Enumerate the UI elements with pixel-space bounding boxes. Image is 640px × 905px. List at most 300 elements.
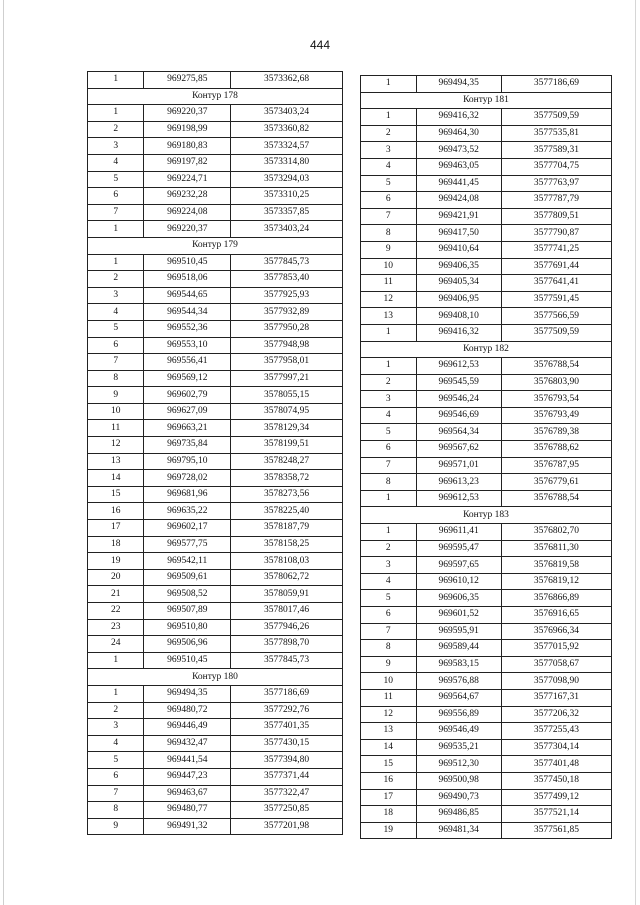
x-coordinate-cell: 969546,69 [416,407,501,424]
table-row [361,208,612,225]
table-row [88,354,343,371]
x-coordinate-cell: 969224,08 [144,204,231,221]
x-coordinate-cell: 969510,45 [144,652,231,669]
point-number-cell: 13 [361,308,417,325]
contour-title: Контур 183 [361,507,612,524]
table-row [361,308,612,325]
table-row [88,553,343,570]
point-number-cell: 8 [361,225,417,242]
y-coordinate-cell: 3578074,95 [231,403,343,420]
y-coordinate-cell: 3576793,49 [501,407,611,424]
y-coordinate-cell: 3577058,67 [501,656,611,673]
x-coordinate-cell: 969491,32 [144,818,231,835]
point-number-cell: 2 [361,540,417,557]
table-row [88,254,343,271]
y-coordinate-cell: 3577509,59 [501,109,611,126]
point-number-cell: 9 [361,656,417,673]
y-coordinate-cell: 3577704,75 [501,158,611,175]
y-coordinate-cell: 3577509,59 [501,324,611,341]
point-number-cell: 13 [361,723,417,740]
point-number-cell: 4 [361,407,417,424]
point-number-cell: 5 [361,590,417,607]
table-row [88,702,343,719]
table-row [88,470,343,487]
x-coordinate-cell: 969627,09 [144,403,231,420]
table-row [88,105,343,122]
table-row [88,188,343,205]
x-coordinate-cell: 969576,88 [416,673,501,690]
y-coordinate-cell: 3577371,44 [231,768,343,785]
y-coordinate-cell: 3573403,24 [231,105,343,122]
y-coordinate-cell: 3573314,80 [231,154,343,171]
y-coordinate-cell: 3577186,69 [231,685,343,702]
point-number-cell: 1 [88,652,144,669]
x-coordinate-cell: 969506,96 [144,636,231,653]
point-number-cell: 19 [88,553,144,570]
table-row [88,221,343,238]
x-coordinate-cell: 969447,23 [144,768,231,785]
scan-edge-right [635,0,636,905]
x-coordinate-cell: 969518,06 [144,271,231,288]
point-number-cell: 12 [88,437,144,454]
y-coordinate-cell: 3576819,58 [501,557,611,574]
y-coordinate-cell: 3573324,57 [231,138,343,155]
coordinate-table [360,75,612,839]
x-coordinate-cell: 969595,47 [416,540,501,557]
x-coordinate-cell: 969408,10 [416,308,501,325]
table-row [361,806,612,823]
y-coordinate-cell: 3573362,68 [231,72,343,89]
table-row [361,490,612,507]
x-coordinate-cell: 969441,54 [144,752,231,769]
point-number-cell: 13 [88,453,144,470]
point-number-cell: 4 [88,735,144,752]
x-coordinate-cell: 969535,21 [416,739,501,756]
point-number-cell: 1 [361,490,417,507]
table-row [361,241,612,258]
x-coordinate-cell: 969220,37 [144,221,231,238]
point-number-cell: 4 [88,304,144,321]
x-coordinate-cell: 969552,36 [144,320,231,337]
table-row [88,271,343,288]
table-row [88,735,343,752]
x-coordinate-cell: 969545,59 [416,374,501,391]
point-number-cell: 15 [88,486,144,503]
y-coordinate-cell: 3577790,87 [501,225,611,242]
y-coordinate-cell: 3576788,54 [501,358,611,375]
table-row [361,756,612,773]
y-coordinate-cell: 3576793,54 [501,391,611,408]
x-coordinate-cell: 969589,44 [416,640,501,657]
table-row [361,540,612,557]
point-number-cell: 7 [361,457,417,474]
y-coordinate-cell: 3578273,56 [231,486,343,503]
table-row [88,171,343,188]
point-number-cell: 5 [361,424,417,441]
contour-header-row [361,507,612,524]
x-coordinate-cell: 969583,15 [416,656,501,673]
table-row [88,569,343,586]
table-row [361,822,612,839]
y-coordinate-cell: 3577845,73 [231,652,343,669]
y-coordinate-cell: 3573403,24 [231,221,343,238]
table-row [361,275,612,292]
point-number-cell: 4 [361,573,417,590]
table-row [88,486,343,503]
point-number-cell: 9 [88,387,144,404]
point-number-cell: 6 [361,607,417,624]
x-coordinate-cell: 969180,83 [144,138,231,155]
x-coordinate-cell: 969569,12 [144,370,231,387]
point-number-cell: 17 [88,520,144,537]
coordinate-table [87,71,343,835]
y-coordinate-cell: 3578108,03 [231,553,343,570]
point-number-cell: 7 [361,208,417,225]
y-coordinate-cell: 3578187,79 [231,520,343,537]
x-coordinate-cell: 969613,23 [416,474,501,491]
table-row [361,225,612,242]
y-coordinate-cell: 3577561,85 [501,822,611,839]
y-coordinate-cell: 3577763,97 [501,175,611,192]
y-coordinate-cell: 3577186,69 [501,76,611,93]
x-coordinate-cell: 969481,34 [416,822,501,839]
table-row [88,802,343,819]
y-coordinate-cell: 3577691,44 [501,258,611,275]
point-number-cell: 15 [361,756,417,773]
table-row [88,337,343,354]
y-coordinate-cell: 3577201,98 [231,818,343,835]
table-row [361,441,612,458]
table-row [361,258,612,275]
table-row [88,72,343,89]
y-coordinate-cell: 3576788,62 [501,441,611,458]
point-number-cell: 1 [88,72,144,89]
x-coordinate-cell: 969602,17 [144,520,231,537]
x-coordinate-cell: 969512,30 [416,756,501,773]
point-number-cell: 3 [88,287,144,304]
table-row [88,204,343,221]
table-row [88,619,343,636]
y-coordinate-cell: 3576916,65 [501,607,611,624]
y-coordinate-cell: 3577958,01 [231,354,343,371]
x-coordinate-cell: 969553,10 [144,337,231,354]
point-number-cell: 1 [88,105,144,122]
y-coordinate-cell: 3577098,90 [501,673,611,690]
point-number-cell: 18 [88,536,144,553]
y-coordinate-cell: 3577015,92 [501,640,611,657]
y-coordinate-cell: 3576966,34 [501,623,611,640]
y-coordinate-cell: 3577206,32 [501,706,611,723]
table-row [361,789,612,806]
y-coordinate-cell: 3577292,76 [231,702,343,719]
x-coordinate-cell: 969564,67 [416,689,501,706]
table-row [88,121,343,138]
y-coordinate-cell: 3577925,93 [231,287,343,304]
x-coordinate-cell: 969490,73 [416,789,501,806]
page-number: 444 [309,38,331,52]
y-coordinate-cell: 3578062,72 [231,569,343,586]
y-coordinate-cell: 3577589,31 [501,142,611,159]
point-number-cell: 2 [88,271,144,288]
x-coordinate-cell: 969421,91 [416,208,501,225]
y-coordinate-cell: 3577997,21 [231,370,343,387]
table-row [361,573,612,590]
x-coordinate-cell: 969595,91 [416,623,501,640]
x-coordinate-cell: 969494,35 [416,76,501,93]
table-row [361,358,612,375]
y-coordinate-cell: 3578017,46 [231,603,343,620]
y-coordinate-cell: 3578055,15 [231,387,343,404]
table-row [88,138,343,155]
table-row [361,291,612,308]
point-number-cell: 7 [361,623,417,640]
x-coordinate-cell: 969577,75 [144,536,231,553]
x-coordinate-cell: 969663,21 [144,420,231,437]
table-row [88,287,343,304]
x-coordinate-cell: 969406,35 [416,258,501,275]
point-number-cell: 6 [88,768,144,785]
y-coordinate-cell: 3573357,85 [231,204,343,221]
y-coordinate-cell: 3578158,25 [231,536,343,553]
x-coordinate-cell: 969544,34 [144,304,231,321]
scan-edge-left [3,0,4,905]
y-coordinate-cell: 3576803,90 [501,374,611,391]
y-coordinate-cell: 3577401,48 [501,756,611,773]
point-number-cell: 11 [361,689,417,706]
x-coordinate-cell: 969275,85 [144,72,231,89]
table-row [88,503,343,520]
table-row [361,457,612,474]
point-number-cell: 12 [361,291,417,308]
x-coordinate-cell: 969556,89 [416,706,501,723]
table-row [361,158,612,175]
y-coordinate-cell: 3573360,82 [231,121,343,138]
y-coordinate-cell: 3577167,31 [501,689,611,706]
point-number-cell: 5 [88,320,144,337]
contour-title: Контур 180 [88,669,343,686]
x-coordinate-cell: 969728,02 [144,470,231,487]
point-number-cell: 5 [88,752,144,769]
contour-title: Контур 181 [361,92,612,109]
y-coordinate-cell: 3578199,51 [231,437,343,454]
x-coordinate-cell: 969612,53 [416,490,501,507]
contour-title: Контур 179 [88,237,343,254]
table-row [361,607,612,624]
contour-title: Контур 178 [88,88,343,105]
table-row [361,474,612,491]
point-number-cell: 6 [361,192,417,209]
point-number-cell: 7 [88,204,144,221]
point-number-cell: 22 [88,603,144,620]
point-number-cell: 1 [88,254,144,271]
table-row [361,524,612,541]
table-row [88,768,343,785]
y-coordinate-cell: 3577499,12 [501,789,611,806]
y-coordinate-cell: 3577641,41 [501,275,611,292]
contour-header-row [361,341,612,358]
point-number-cell: 19 [361,822,417,839]
x-coordinate-cell: 969416,32 [416,109,501,126]
x-coordinate-cell: 969544,65 [144,287,231,304]
point-number-cell: 9 [88,818,144,835]
table-row [88,536,343,553]
point-number-cell: 16 [361,772,417,789]
y-coordinate-cell: 3577255,43 [501,723,611,740]
table-row [88,818,343,835]
y-coordinate-cell: 3577535,81 [501,125,611,142]
x-coordinate-cell: 969463,67 [144,785,231,802]
point-number-cell: 3 [361,557,417,574]
point-number-cell: 8 [88,802,144,819]
y-coordinate-cell: 3577787,79 [501,192,611,209]
point-number-cell: 3 [88,719,144,736]
point-number-cell: 2 [361,374,417,391]
table-row [361,175,612,192]
x-coordinate-cell: 969494,35 [144,685,231,702]
table-row [361,109,612,126]
table-row [88,586,343,603]
x-coordinate-cell: 969509,61 [144,569,231,586]
x-coordinate-cell: 969571,01 [416,457,501,474]
x-coordinate-cell: 969486,85 [416,806,501,823]
point-number-cell: 7 [88,354,144,371]
y-coordinate-cell: 3577401,35 [231,719,343,736]
x-coordinate-cell: 969507,89 [144,603,231,620]
point-number-cell: 10 [88,403,144,420]
x-coordinate-cell: 969441,45 [416,175,501,192]
table-row [361,739,612,756]
x-coordinate-cell: 969473,52 [416,142,501,159]
x-coordinate-cell: 969546,24 [416,391,501,408]
y-coordinate-cell: 3577932,89 [231,304,343,321]
y-coordinate-cell: 3577946,26 [231,619,343,636]
y-coordinate-cell: 3576811,30 [501,540,611,557]
x-coordinate-cell: 969564,34 [416,424,501,441]
y-coordinate-cell: 3578225,40 [231,503,343,520]
point-number-cell: 8 [88,370,144,387]
table-row [361,192,612,209]
y-coordinate-cell: 3573294,03 [231,171,343,188]
x-coordinate-cell: 969446,49 [144,719,231,736]
table-row [88,320,343,337]
y-coordinate-cell: 3577322,47 [231,785,343,802]
table-row [88,785,343,802]
table-row [361,142,612,159]
point-number-cell: 5 [88,171,144,188]
y-coordinate-cell: 3577591,45 [501,291,611,308]
table-row [88,652,343,669]
point-number-cell: 9 [361,241,417,258]
point-number-cell: 1 [361,524,417,541]
x-coordinate-cell: 969606,35 [416,590,501,607]
x-coordinate-cell: 969635,22 [144,503,231,520]
left-coordinate-table [87,71,343,835]
y-coordinate-cell: 3577250,85 [231,802,343,819]
point-number-cell: 1 [88,685,144,702]
contour-header-row [361,92,612,109]
table-row [88,387,343,404]
y-coordinate-cell: 3576789,38 [501,424,611,441]
x-coordinate-cell: 969510,80 [144,619,231,636]
point-number-cell: 2 [361,125,417,142]
point-number-cell: 2 [88,121,144,138]
table-row [88,437,343,454]
point-number-cell: 1 [361,358,417,375]
point-number-cell: 23 [88,619,144,636]
point-number-cell: 8 [361,640,417,657]
y-coordinate-cell: 3576819,12 [501,573,611,590]
x-coordinate-cell: 969198,99 [144,121,231,138]
table-row [88,636,343,653]
table-row [361,772,612,789]
y-coordinate-cell: 3577898,70 [231,636,343,653]
x-coordinate-cell: 969416,32 [416,324,501,341]
table-row [88,420,343,437]
point-number-cell: 17 [361,789,417,806]
table-row [88,304,343,321]
x-coordinate-cell: 969556,41 [144,354,231,371]
table-row [361,407,612,424]
x-coordinate-cell: 969405,34 [416,275,501,292]
table-row [88,370,343,387]
point-number-cell: 20 [88,569,144,586]
point-number-cell: 4 [88,154,144,171]
table-row [361,656,612,673]
y-coordinate-cell: 3578059,91 [231,586,343,603]
table-row [361,324,612,341]
contour-header-row [88,669,343,686]
x-coordinate-cell: 969463,05 [416,158,501,175]
x-coordinate-cell: 969610,12 [416,573,501,590]
table-row [88,154,343,171]
x-coordinate-cell: 969406,95 [416,291,501,308]
x-coordinate-cell: 969601,52 [416,607,501,624]
x-coordinate-cell: 969611,41 [416,524,501,541]
y-coordinate-cell: 3577304,14 [501,739,611,756]
point-number-cell: 6 [361,441,417,458]
point-number-cell: 14 [361,739,417,756]
y-coordinate-cell: 3577521,14 [501,806,611,823]
table-row [361,640,612,657]
y-coordinate-cell: 3578248,27 [231,453,343,470]
y-coordinate-cell: 3577948,98 [231,337,343,354]
table-row [361,374,612,391]
point-number-cell: 3 [88,138,144,155]
table-row [361,689,612,706]
contour-header-row [88,88,343,105]
x-coordinate-cell: 969681,96 [144,486,231,503]
table-row [361,125,612,142]
point-number-cell: 14 [88,470,144,487]
point-number-cell: 21 [88,586,144,603]
y-coordinate-cell: 3576866,89 [501,590,611,607]
x-coordinate-cell: 969508,52 [144,586,231,603]
y-coordinate-cell: 3576787,95 [501,457,611,474]
x-coordinate-cell: 969795,10 [144,453,231,470]
contour-title: Контур 182 [361,341,612,358]
x-coordinate-cell: 969464,30 [416,125,501,142]
x-coordinate-cell: 969432,47 [144,735,231,752]
table-row [88,603,343,620]
x-coordinate-cell: 969424,08 [416,192,501,209]
table-row [361,424,612,441]
point-number-cell: 5 [361,175,417,192]
point-number-cell: 2 [88,702,144,719]
x-coordinate-cell: 969546,49 [416,723,501,740]
table-row [88,685,343,702]
table-row [361,723,612,740]
point-number-cell: 18 [361,806,417,823]
